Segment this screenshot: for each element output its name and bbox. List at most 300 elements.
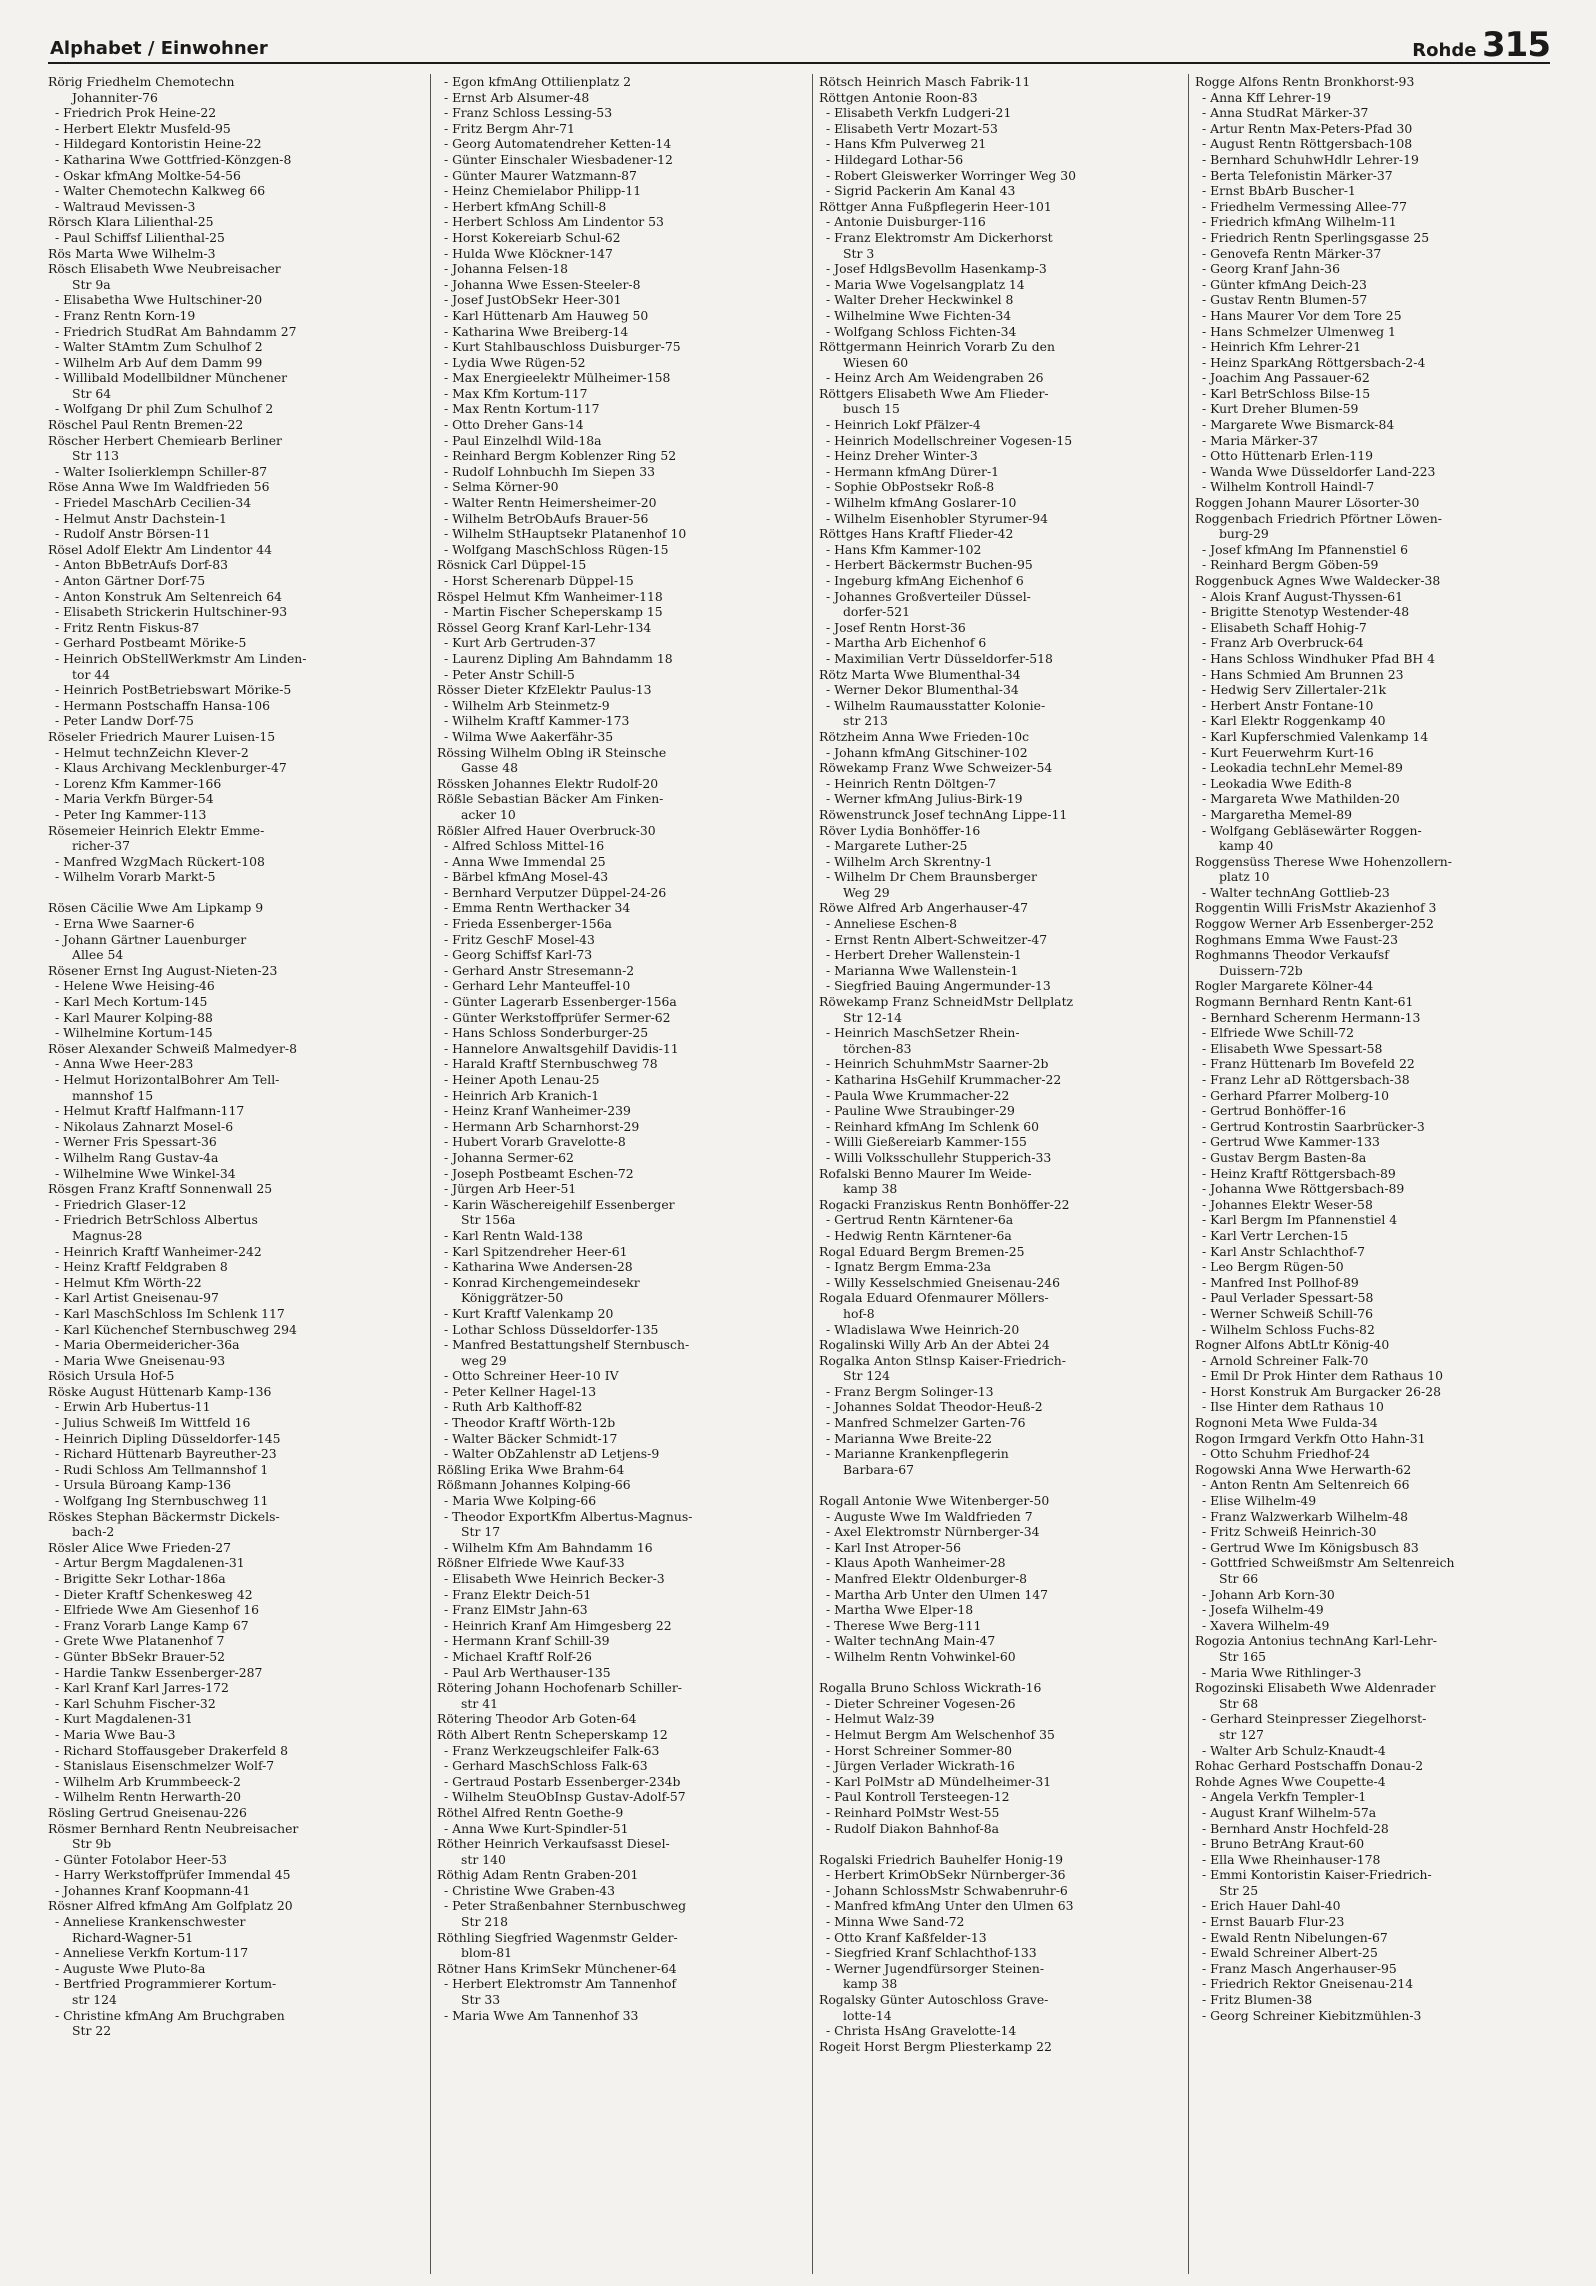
directory-entry: - Werner Dekor Blumenthal-34 [826, 682, 1019, 698]
directory-entry: - Reinhard kfmAng Im Schlenk 60 [826, 1118, 1040, 1134]
directory-entry: - Günter BbSekr Brauer-52 [55, 1648, 225, 1664]
directory-entry: Str 17 [461, 1524, 501, 1540]
directory-entry: - Harald Kraftf Sternbuschweg 78 [444, 1056, 658, 1072]
directory-entry: - Hans Kfm Pulverweg 21 [826, 136, 987, 152]
directory-entry: - Ernst Bauarb Flur-23 [1202, 1914, 1345, 1930]
directory-entry: - Therese Wwe Berg-111 [826, 1617, 982, 1633]
directory-entry: - Johanna Wwe Essen-Steeler-8 [444, 276, 641, 292]
directory-entry: - Helmut Kfm Wörth-22 [55, 1274, 202, 1290]
directory-entry: - Georg Automatendreher Ketten-14 [444, 136, 672, 152]
directory-entry: - Anneliese Eschen-8 [826, 916, 957, 932]
directory-entry: - Martha Arb Unter den Ulmen 147 [826, 1586, 1048, 1602]
directory-entry: - Karl Rentn Wald-138 [444, 1227, 583, 1243]
directory-entry: - Wilhelm SteuObInsp Gustav-Adolf-57 [444, 1789, 686, 1805]
directory-entry: - Helmut technZeichn Klever-2 [55, 744, 249, 760]
directory-entry: Rös Marta Wwe Wilhelm-3 [48, 245, 216, 261]
directory-entry: - Friedrich BetrSchloss Albertus [55, 1212, 258, 1228]
directory-entry [819, 1477, 1169, 1493]
directory-entry: - Peter Ing Kammer-113 [55, 806, 207, 822]
directory-entry: - Wilhelm Schloss Fuchs-82 [1202, 1321, 1375, 1337]
directory-entry: str 140 [461, 1851, 506, 1867]
directory-entry: Magnus-28 [72, 1227, 143, 1243]
directory-entry: - Helmut Bergm Am Welschenhof 35 [826, 1726, 1055, 1742]
directory-entry: - Leokadia Wwe Edith-8 [1202, 775, 1352, 791]
directory-entry: - Hildegard Lothar-56 [826, 151, 964, 167]
directory-column-4 [1188, 74, 1545, 2274]
directory-entry: - Walter ObZahlenstr aD Letjens-9 [444, 1446, 660, 1462]
directory-entry: Rohde Agnes Wwe Coupette-4 [1195, 1773, 1386, 1789]
directory-entry: - Antonie Duisburger-116 [826, 214, 986, 230]
directory-entry [819, 1836, 1169, 1852]
directory-entry: Rogozia Antonius technAng Karl-Lehr- [1195, 1633, 1437, 1649]
directory-entry: Rogon Irmgard Verkfn Otto Hahn-31 [1195, 1430, 1426, 1446]
directory-entry: - Elisabetha Wwe Hultschiner-20 [55, 292, 263, 308]
directory-entry: - Paul Kontroll Tersteegen-12 [826, 1789, 1010, 1805]
directory-entry: - Walter Bäcker Schmidt-17 [444, 1430, 618, 1446]
directory-entry: - Karl Schuhm Fischer-32 [55, 1695, 216, 1711]
directory-entry: - Walter Isolierklempn Schiller-87 [55, 463, 268, 479]
directory-entry: - Richard Hüttenarb Bayreuther-23 [55, 1446, 277, 1462]
directory-entry: Röwekamp Franz SchneidMstr Dellplatz [819, 994, 1074, 1010]
directory-entry: - Otto Schreiner Heer-10 IV [444, 1368, 619, 1384]
directory-entry: - Wolfgang MaschSchloss Rügen-15 [444, 541, 669, 557]
directory-entry: - Heinrich PostBetriebswart Mörike-5 [55, 682, 292, 698]
directory-entry: - Kurt Kraftf Valenkamp 20 [444, 1305, 614, 1321]
directory-entry: Rösemeier Heinrich Elektr Emme- [48, 822, 265, 838]
directory-entry: - Anneliese Krankenschwester [55, 1914, 246, 1930]
directory-entry: - Karl Maurer Kolping-88 [55, 1009, 213, 1025]
directory-entry: - Walter StAmtm Zum Schulhof 2 [55, 339, 263, 355]
directory-entry: - Herbert Anstr Fontane-10 [1202, 697, 1374, 713]
directory-entry: - Helene Wwe Heising-46 [55, 978, 215, 994]
directory-entry: - Konrad Kirchengemeindesekr [444, 1274, 640, 1290]
directory-entry: - Johannes Soldat Theodor-Heuß-2 [826, 1399, 1043, 1415]
directory-entry: - Grete Wwe Platanenhof 7 [55, 1633, 225, 1649]
directory-entry: Str 9a [72, 276, 111, 292]
directory-entry: - Dieter Kraftf Schenkesweg 42 [55, 1586, 253, 1602]
directory-entry: Roggen Johann Maurer Lösorter-30 [1195, 495, 1420, 511]
directory-entry: - Herbert Elektromstr Am Tannenhof [444, 1976, 677, 1992]
directory-entry: Str 9b [72, 1836, 112, 1852]
directory-entry: - Alois Kranf August-Thyssen-61 [1202, 588, 1403, 604]
directory-entry: - Siegfried Bauing Angermunder-13 [826, 978, 1051, 994]
directory-entry: - Karl Küchenchef Sternbuschweg 294 [55, 1321, 297, 1337]
directory-entry: - Wilhelm Raumausstatter Kolonie- [826, 697, 1046, 713]
directory-entry: - Paul Arb Werthauser-135 [444, 1664, 611, 1680]
directory-entry: - Wilhelm Kontroll Haindl-7 [1202, 479, 1375, 495]
directory-entry: Röseler Friedrich Maurer Luisen-15 [48, 728, 276, 744]
directory-entry: - Elisabeth Vertr Mozart-53 [826, 120, 998, 136]
directory-entry: - Robert Gleiswerker Worringer Weg 30 [826, 167, 1077, 183]
directory-entry: Röttges Hans Kraftf Flieder-42 [819, 526, 1014, 542]
directory-entry: - Lothar Schloss Düsseldorfer-135 [444, 1321, 659, 1337]
directory-entry: - Werner Jugendfürsorger Steinen- [826, 1960, 1045, 1976]
directory-entry: - Josef kfmAng Im Pfannenstiel 6 [1202, 541, 1408, 557]
directory-entry: - Marianne Krankenpflegerin [826, 1446, 1009, 1462]
directory-entry: - Wilhelm Rentn Vohwinkel-60 [826, 1648, 1016, 1664]
directory-entry: - Heinz Kraftf Röttgersbach-89 [1202, 1165, 1396, 1181]
directory-entry: - Fritz GeschF Mosel-43 [444, 931, 595, 947]
directory-entry: Rogall Antonie Wwe Witenberger-50 [819, 1493, 1050, 1509]
directory-entry: Gasse 48 [461, 760, 519, 776]
directory-entry: Rösler Alice Wwe Frieden-27 [48, 1539, 232, 1555]
directory-entry: - Franz Masch Angerhauser-95 [1202, 1960, 1397, 1976]
directory-entry: - Anna Wwe Heer-283 [55, 1056, 194, 1072]
directory-entry: Rörig Friedhelm Chemotechn [48, 74, 235, 89]
directory-entry: - Siegfried Kranf Schlachthof-133 [826, 1945, 1037, 1961]
directory-entry: - Joseph Postbeamt Eschen-72 [444, 1165, 634, 1181]
directory-entry: - Werner Schweiß Schill-76 [1202, 1305, 1374, 1321]
directory-entry: Rössel Georg Kranf Karl-Lehr-134 [437, 619, 652, 635]
directory-entry: - Friedhelm Vermessing Allee-77 [1202, 198, 1408, 214]
directory-entry: Röttgers Elisabeth Wwe Am Flieder- [819, 385, 1049, 401]
directory-entry: - Wilhelm kfmAng Goslarer-10 [826, 495, 1017, 511]
directory-entry: - Manfred Bestattungshelf Sternbusch- [444, 1337, 690, 1353]
directory-entry: - Waltraud Mevissen-3 [55, 198, 196, 214]
directory-entry: - Wilhelm Arb Steinmetz-9 [444, 697, 610, 713]
directory-entry: - Emma Rentn Werthacker 34 [444, 900, 631, 916]
directory-entry: - Heinz Dreher Winter-3 [826, 448, 978, 464]
directory-entry: Rösen Cäcilie Wwe Am Lipkamp 9 [48, 900, 264, 916]
directory-entry: Rörsch Klara Lilienthal-25 [48, 214, 214, 230]
directory-entry: - Bernhard SchuhwHdlr Lehrer-19 [1202, 151, 1419, 167]
directory-entry: - Johanna Sermer-62 [444, 1149, 574, 1165]
directory-entry: - Gerhard Anstr Stresemann-2 [444, 962, 635, 978]
directory-entry: Str 22 [72, 2023, 112, 2039]
directory-entry: - Ignatz Bergm Emma-23a [826, 1259, 992, 1275]
directory-entry: - Max Rentn Kortum-117 [444, 401, 600, 417]
directory-entry: - Wolfgang Gebläsewärter Roggen- [1202, 822, 1422, 838]
directory-entry: Roggenbuck Agnes Wwe Waldecker-38 [1195, 573, 1441, 588]
page-number: 315 [1482, 25, 1550, 65]
directory-entry: - Maria Wwe Bau-3 [55, 1726, 176, 1742]
directory-entry: acker 10 [461, 806, 516, 822]
directory-entry: - Franz Vorarb Lange Kamp 67 [55, 1617, 249, 1633]
directory-entry: - Gerhard Lehr Manteuffel-10 [444, 978, 631, 994]
directory-entry: - Katharina HsGehilf Krummacher-22 [826, 1072, 1062, 1087]
directory-entry: - Rudolf Diakon Bahnhof-8a [826, 1820, 999, 1836]
directory-entry: - Franz Elektr Deich-51 [444, 1586, 592, 1602]
directory-entry: blom-81 [461, 1945, 513, 1961]
directory-entry: - Karl Mech Kortum-145 [55, 994, 208, 1010]
directory-entry: Rösner Alfred kfmAng Am Golfplatz 20 [48, 1898, 293, 1914]
directory-entry: Rohac Gerhard Postschaffn Donau-2 [1195, 1758, 1424, 1774]
directory-entry: - Heiner Apoth Lenau-25 [444, 1072, 600, 1087]
directory-entry: - Margarete Luther-25 [826, 838, 968, 854]
directory-entry: - Ursula Büroang Kamp-136 [55, 1477, 231, 1493]
directory-entry: - Heinrich SchuhmMstr Saarner-2b [826, 1056, 1049, 1072]
directory-entry: - Brigitte Sekr Lothar-186a [55, 1571, 226, 1586]
directory-entry: - Wilhelm Dr Chem Braunsberger [826, 869, 1037, 885]
directory-entry: - Hans Maurer Vor dem Tore 25 [1202, 307, 1402, 323]
directory-entry: - Günter kfmAng Deich-23 [1202, 276, 1367, 292]
directory-entry: Rösmer Bernhard Rentn Neubreisacher [48, 1820, 299, 1836]
directory-entry: - Anna Wwe Kurt-Spindler-51 [444, 1820, 629, 1836]
directory-entry: törchen-83 [843, 1040, 912, 1056]
directory-entry: Rötering Theodor Arb Goten-64 [437, 1711, 637, 1727]
directory-entry: - Peter Straßenbahner Sternbuschweg [444, 1898, 687, 1914]
directory-entry: Roggentin Willi FrisMstr Akazienhof 3 [1195, 900, 1437, 916]
directory-entry: Roggenbach Friedrich Pförtner Löwen- [1195, 510, 1442, 526]
directory-entry: Rogge Alfons Rentn Bronkhorst-93 [1195, 74, 1415, 89]
directory-entry: - Heinrich ObStellWerkmstr Am Linden- [55, 650, 307, 666]
directory-entry: Rößle Sebastian Bäcker Am Finken- [437, 791, 664, 807]
directory-entry: - Johanna Wwe Röttgersbach-89 [1202, 1181, 1405, 1197]
directory-entry: - Helmut Anstr Dachstein-1 [55, 510, 227, 526]
directory-entry: - Anna StudRat Märker-37 [1202, 105, 1369, 121]
directory-entry: - Wilhelm Vorarb Markt-5 [55, 869, 216, 885]
directory-entry: - Friedel MaschArb Cecilien-34 [55, 495, 252, 511]
directory-entry: - Johanna Felsen-18 [444, 261, 569, 277]
directory-entry: - Wilma Wwe Aakerfähr-35 [444, 728, 614, 744]
directory-entry: - Elfriede Wwe Schill-72 [1202, 1025, 1355, 1041]
directory-entry: - Wilhelmine Kortum-145 [55, 1025, 213, 1041]
directory-entry: - Marianna Wwe Breite-22 [826, 1430, 992, 1446]
directory-entry: - Heinz Kranf Wanheimer-239 [444, 1103, 631, 1119]
directory-entry: Rösener Ernst Ing August-Nieten-23 [48, 962, 278, 978]
directory-entry: - Wolfgang Schloss Fichten-34 [826, 323, 1017, 339]
directory-entry: - Harry Werkstoffprüfer Immendal 45 [55, 1867, 291, 1883]
directory-entry: - Rudolf Lohnbuchh Im Siepen 33 [444, 463, 656, 479]
directory-entry: - Axel Elektromstr Nürnberger-34 [826, 1524, 1040, 1540]
directory-entry: - Gerhard Postbeamt Mörike-5 [55, 635, 247, 651]
directory-entry: - Reinhard Bergm Koblenzer Ring 52 [444, 448, 677, 464]
directory-entry: - Auguste Wwe Pluto-8a [55, 1960, 206, 1976]
directory-entry: - Martin Fischer Scheperskamp 15 [444, 604, 663, 620]
directory-entry: - Johann Gärtner Lauenburger [55, 931, 247, 947]
directory-entry: - Klaus Archivang Mecklenburger-47 [55, 760, 287, 776]
directory-entry: - Nikolaus Zahnarzt Mosel-6 [55, 1118, 234, 1134]
directory-entry: - Hermann Arb Scharnhorst-29 [444, 1118, 640, 1134]
directory-entry: - Paul Schiffsf Lilienthal-25 [55, 229, 225, 245]
directory-entry: - Bernhard Scherenm Hermann-13 [1202, 1009, 1421, 1025]
directory-entry: Roggow Werner Arb Essenberger-252 [1195, 916, 1434, 932]
running-name: Rohde [1412, 40, 1477, 61]
running-head [1412, 25, 1550, 65]
directory-entry: Rösling Gertrud Gneisenau-226 [48, 1804, 247, 1820]
directory-entry: - Rudolf Anstr Börsen-11 [55, 526, 211, 542]
directory-entry: - Manfred Inst Pollhof-89 [1202, 1274, 1359, 1290]
directory-entry: Str 156a [461, 1212, 516, 1228]
directory-entry: Rösch Elisabeth Wwe Neubreisacher [48, 261, 281, 277]
directory-entry: - Ella Wwe Rheinhauser-178 [1202, 1851, 1381, 1867]
directory-entry: - Reinhard Bergm Göben-59 [1202, 557, 1379, 573]
directory-entry: bach-2 [72, 1524, 115, 1540]
directory-entry: - Josef JustObSekr Heer-301 [444, 292, 622, 308]
directory-entry: - Ewald Rentn Nibelungen-67 [1202, 1929, 1388, 1945]
directory-entry: - Bärbel kfmAng Mosel-43 [444, 869, 609, 885]
directory-entry: Rössken Johannes Elektr Rudolf-20 [437, 775, 659, 791]
directory-entry: - Walter Rentn Heimersheimer-20 [444, 495, 657, 511]
directory-entry: - Hulda Wwe Klöckner-147 [444, 245, 613, 261]
directory-entry: - August Rentn Röttgersbach-108 [1202, 136, 1413, 152]
directory-entry: - Horst Kokereiarb Schul-62 [444, 229, 621, 245]
directory-entry: - Johannes Kranf Koopmann-41 [55, 1882, 251, 1898]
directory-entry: - Sigrid Packerin Am Kanal 43 [826, 183, 1016, 199]
directory-entry: Johanniter-76 [72, 89, 158, 105]
directory-entry: - Ernst Rentn Albert-Schweitzer-47 [826, 931, 1048, 947]
directory-entry: - Ernst BbArb Buscher-1 [1202, 183, 1356, 199]
directory-entry: - Josef Rentn Horst-36 [826, 619, 966, 635]
directory-entry: - Laurenz Dipling Am Bahndamm 18 [444, 650, 673, 666]
directory-entry: - Karin Wäschereigehilf Essenberger [444, 1196, 675, 1212]
section-title: Alphabet / Einwohner [50, 38, 268, 59]
directory-entry: - Gerhard Pfarrer Molberg-10 [1202, 1087, 1389, 1103]
directory-entry: Röttgen Antonie Roon-83 [819, 89, 978, 105]
directory-entry: - Wanda Wwe Düsseldorfer Land-223 [1202, 463, 1436, 479]
directory-entry: - Maximilian Vertr Düsseldorfer-518 [826, 650, 1053, 666]
directory-entry: - Manfred Elektr Oldenburger-8 [826, 1571, 1028, 1586]
directory-entry: - Selma Körner-90 [444, 479, 559, 495]
directory-entry: - Kurt Dreher Blumen-59 [1202, 401, 1359, 417]
directory-entry: - Heinz Kraftf Feldgraben 8 [55, 1259, 228, 1275]
directory-entry: - Theodor Kraftf Wörth-12b [444, 1415, 616, 1431]
directory-entry: - Arnold Schreiner Falk-70 [1202, 1352, 1369, 1368]
directory-entry: Rötering Johann Hochofenarb Schiller- [437, 1680, 682, 1696]
directory-entry: - Johann SchlossMstr Schwabenruhr-6 [826, 1882, 1068, 1898]
directory-entry: - Günter Werkstoffprüfer Sermer-62 [444, 1009, 671, 1025]
directory-entry: - Hedwig Serv Zillertaler-21k [1202, 682, 1387, 698]
page-header [48, 26, 1550, 64]
directory-entry: - Klaus Apoth Wanheimer-28 [826, 1555, 1006, 1571]
directory-entry: - Wilhelm Arb Krummbeeck-2 [55, 1773, 241, 1789]
directory-entry: - Julius Schweiß Im Wittfeld 16 [55, 1415, 251, 1431]
directory-entry: Weg 29 [843, 884, 890, 900]
directory-entry: - Herbert Schloss Am Lindentor 53 [444, 214, 664, 230]
directory-entry: str 127 [1219, 1726, 1264, 1742]
directory-entry: Str 66 [1219, 1571, 1259, 1586]
directory-entry: - Wilhelm StHauptsekr Platanenhof 10 [444, 526, 687, 542]
directory-entry: Rötz Marta Wwe Blumenthal-34 [819, 666, 1021, 682]
directory-entry: - Katharina Wwe Breiberg-14 [444, 323, 629, 339]
directory-entry: - Rudi Schloss Am Tellmannshof 1 [55, 1461, 269, 1477]
directory-entry: Röther Heinrich Verkaufsasst Diesel- [437, 1836, 670, 1852]
directory-entry: - Werner kfmAng Julius-Birk-19 [826, 791, 1023, 807]
directory-entry: - Franz Lehr aD Röttgersbach-38 [1202, 1072, 1410, 1087]
directory-entry: - Fritz Rentn Fiskus-87 [55, 619, 200, 635]
directory-entry: Rogeit Horst Bergm Pliesterkamp 22 [819, 2038, 1052, 2054]
directory-entry: Röver Lydia Bonhöffer-16 [819, 822, 981, 838]
directory-entry: - Josefa Wilhelm-49 [1202, 1602, 1324, 1618]
directory-entry: - Marianna Wwe Wallenstein-1 [826, 962, 1019, 978]
directory-entry: Rößmann Johannes Kolping-66 [437, 1477, 631, 1493]
directory-entry: - Karl Vertr Lerchen-15 [1202, 1227, 1349, 1243]
directory-entry: weg 29 [461, 1352, 507, 1368]
directory-entry: - Heinrich Kfm Lehrer-21 [1202, 339, 1362, 355]
directory-entry: Röser Alexander Schweiß Malmedyer-8 [48, 1040, 297, 1056]
directory-entry: - Xavera Wilhelm-49 [1202, 1617, 1330, 1633]
directory-entry: - Hubert Vorarb Gravelotte-8 [444, 1134, 626, 1150]
directory-entry: - Friedrich Prok Heine-22 [55, 105, 217, 121]
directory-entry: - Franz Schloss Lessing-53 [444, 105, 613, 121]
directory-entry: - Willy Kesselschmied Gneisenau-246 [826, 1274, 1060, 1290]
directory-entry: - Herbert kfmAng Schill-8 [444, 198, 607, 214]
directory-entry: - Franz Bergm Solinger-13 [826, 1383, 994, 1399]
directory-entry: Rößler Alfred Hauer Overbruck-30 [437, 822, 656, 838]
directory-entry: - Hans Schmelzer Ulmenweg 1 [1202, 323, 1396, 339]
directory-entry: Rössing Wilhelm Oblng iR Steinsche [437, 744, 667, 760]
directory-entry: - Elisabeth Schaff Hohig-7 [1202, 619, 1367, 635]
directory-entry: - Elisabeth Wwe Heinrich Becker-3 [444, 1571, 665, 1586]
directory-entry: - Herbert Bäckermstr Buchen-95 [826, 557, 1033, 573]
directory-entry: - Genovefa Rentn Märker-37 [1202, 245, 1382, 261]
directory-entry: str 41 [461, 1695, 498, 1711]
directory-entry: Röskes Stephan Bäckermstr Dickels- [48, 1508, 280, 1524]
directory-entry: - Katharina Wwe Gottfried-Könzgen-8 [55, 151, 292, 167]
directory-entry: - Hermann kfmAng Dürer-1 [826, 463, 1000, 479]
directory-entry: - Friedrich Rentn Sperlingsgasse 25 [1202, 229, 1430, 245]
directory-entry: - Fritz Schweiß Heinrich-30 [1202, 1524, 1377, 1540]
directory-entry: - Peter Landw Dorf-75 [55, 713, 194, 729]
directory-entry: - Maria Märker-37 [1202, 432, 1319, 448]
directory-entry: - Franz Arb Overbruck-64 [1202, 635, 1364, 651]
directory-columns [48, 74, 1550, 2274]
directory-entry: - Bernhard Anstr Hochfeld-28 [1202, 1820, 1389, 1836]
directory-entry: - Günter Maurer Watzmann-87 [444, 167, 637, 183]
directory-entry: - Franz Rentn Korn-19 [55, 307, 196, 323]
directory-entry: - Günter Einschaler Wiesbadener-12 [444, 151, 673, 167]
directory-entry: - Gertraud Postarb Essenberger-234b [444, 1773, 681, 1789]
directory-entry: - Anneliese Verkfn Kortum-117 [55, 1945, 249, 1961]
directory-entry: Röthel Alfred Rentn Goethe-9 [437, 1804, 624, 1820]
directory-entry: - Heinrich MaschSetzer Rhein- [826, 1025, 1020, 1041]
directory-entry: - Christa HsAng Gravelotte-14 [826, 2023, 1017, 2039]
directory-entry: Rogacki Franziskus Rentn Bonhöffer-22 [819, 1196, 1070, 1212]
directory-entry: - Karl Hüttenarb Am Hauweg 50 [444, 307, 649, 323]
directory-entry: Duissern-72b [1219, 962, 1303, 978]
directory-entry: Rogowski Anna Wwe Herwarth-62 [1195, 1461, 1412, 1477]
directory-entry: - Elisabeth Strickerin Hultschiner-93 [55, 604, 288, 620]
directory-entry: - Hildegard Kontoristin Heine-22 [55, 136, 262, 152]
directory-entry: Barbara-67 [843, 1461, 914, 1477]
directory-entry: Rösnick Carl Düppel-15 [437, 557, 587, 573]
directory-entry: Rogalsky Günter Autoschloss Grave- [819, 1992, 1049, 2008]
directory-entry: - Wilhelm Rang Gustav-4a [55, 1149, 219, 1165]
directory-entry: - Fritz Blumen-38 [1202, 1992, 1313, 2008]
directory-entry: - Johann kfmAng Gitschiner-102 [826, 744, 1028, 760]
directory-entry: - Helmut Kraftf Halfmann-117 [55, 1103, 245, 1119]
directory-entry: - Artur Bergm Magdalenen-31 [55, 1555, 245, 1571]
directory-entry: - Gustav Bergm Basten-8a [1202, 1149, 1367, 1165]
directory-entry: - Frieda Essenberger-156a [444, 916, 612, 932]
directory-entry: - Lorenz Kfm Kammer-166 [55, 775, 222, 791]
directory-entry: - Horst Konstruk Am Burgacker 26-28 [1202, 1383, 1441, 1399]
directory-entry: Str 218 [461, 1914, 508, 1930]
directory-entry: - Elise Wilhelm-49 [1202, 1493, 1317, 1509]
directory-entry: Rötsch Heinrich Masch Fabrik-11 [819, 74, 1031, 89]
directory-entry: - Günter Fotolabor Heer-53 [55, 1851, 227, 1867]
directory-entry: Str 3 [843, 245, 875, 261]
directory-entry: - Margarete Wwe Bismarck-84 [1202, 417, 1395, 433]
directory-entry: Rösser Dieter KfzElektr Paulus-13 [437, 682, 652, 698]
directory-entry: - Heinrich Lokf Pfälzer-4 [826, 417, 981, 433]
directory-entry: Allee 54 [72, 947, 124, 963]
directory-entry: - Horst Schreiner Sommer-80 [826, 1742, 1013, 1758]
directory-entry: - Ingeburg kfmAng Eichenhof 6 [826, 573, 1024, 588]
directory-entry: - Wilhelm Arch Skrentny-1 [826, 853, 993, 869]
directory-entry: Str 124 [843, 1368, 890, 1384]
directory-entry: Röwe Alfred Arb Angerhauser-47 [819, 900, 1029, 916]
directory-entry: - Martha Wwe Elper-18 [826, 1602, 974, 1618]
directory-entry: - Bertfried Programmierer Kortum- [55, 1976, 277, 1992]
directory-entry: Rogler Margarete Kölner-44 [1195, 978, 1374, 994]
directory-entry: Str 33 [461, 1992, 501, 2008]
directory-entry: - Heinrich Arb Kranich-1 [444, 1087, 600, 1103]
directory-entry: - Walter Arb Schulz-Knaudt-4 [1202, 1742, 1386, 1758]
directory-entry: - Heinrich Kranf Am Himgesberg 22 [444, 1617, 672, 1633]
directory-entry: - Fritz Bergm Ahr-71 [444, 120, 575, 136]
directory-entry: - Karl BetrSchloss Bilse-15 [1202, 385, 1371, 401]
